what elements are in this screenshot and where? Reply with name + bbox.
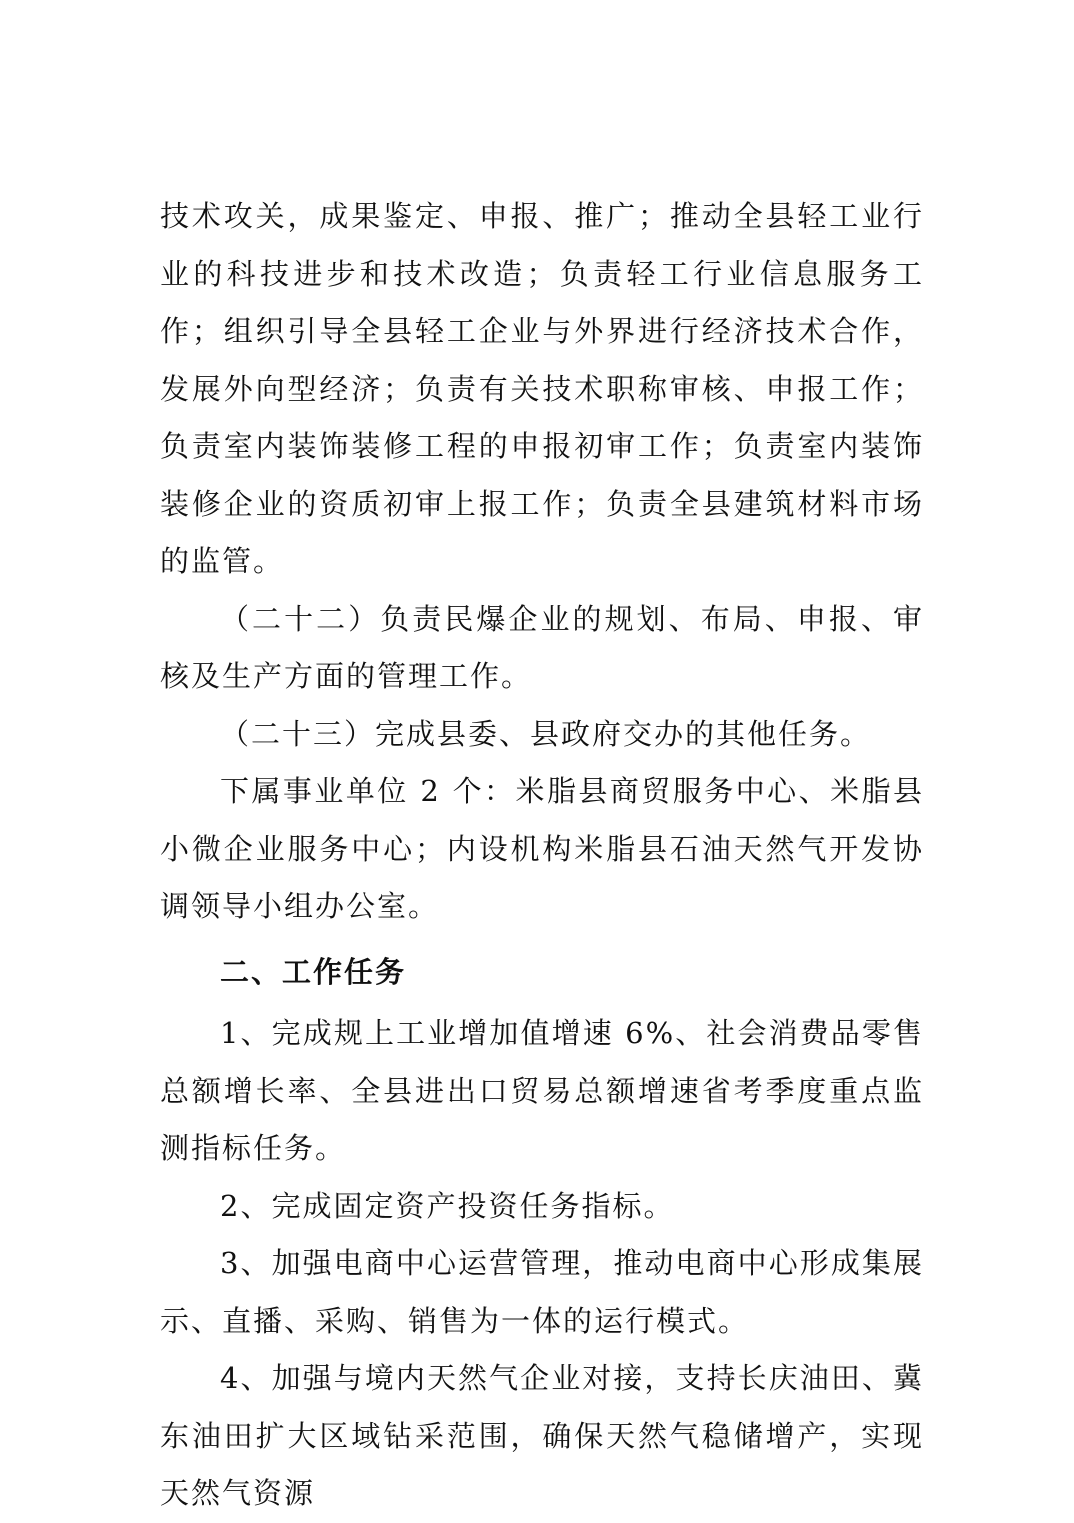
task-item-3: 3、加强电商中心运营管理，推动电商中心形成集展示、直播、采购、销售为一体的运行模式。 <box>160 1246 924 1338</box>
paragraph-duty-22: （二十二）负责民爆企业的规划、布局、申报、审核及生产方面的管理工作。 <box>160 601 924 693</box>
task-item-2: 2、完成固定资产投资任务指标。 <box>220 1188 675 1223</box>
task-item-1: 1、完成规上工业增加值增速 6%、社会消费品零售总额增长率、全县进出口贸易总额增速省考季度重点监测指标任务。 <box>160 1016 924 1165</box>
paragraph-subordinate-units: 下属事业单位 2 个：米脂县商贸服务中心、米脂县小微企业服务中心；内设机构米脂县石油天然气开发协调领导小组办公室。 <box>160 774 924 923</box>
section-heading-work-tasks: 二、工作任务 <box>220 954 407 989</box>
task-item-4: 4、加强与境内天然气企业对接，支持长庆油田、冀东油田扩大区域钻采范围，确保天然气稳储增产，实现天然气资源 <box>160 1361 924 1510</box>
paragraph-duties-continued: 技术攻关，成果鉴定、申报、推广；推动全县轻工业行业的科技进步和技术改造；负责轻工行业信息服务工作；组织引导全县轻工企业与外界进行经济技术合作，发展外向型经济；负责有关技术职称审核、申报工作；负责室内装饰装修工程的申报初审工作；负责室内装饰装修企业的资质初审上报工作；负责全县建筑材料市场的监管。 <box>160 199 924 578</box>
paragraph-duty-23: （二十三）完成县委、县政府交办的其他任务。 <box>220 716 872 751</box>
document-body <box>160 188 924 1523</box>
